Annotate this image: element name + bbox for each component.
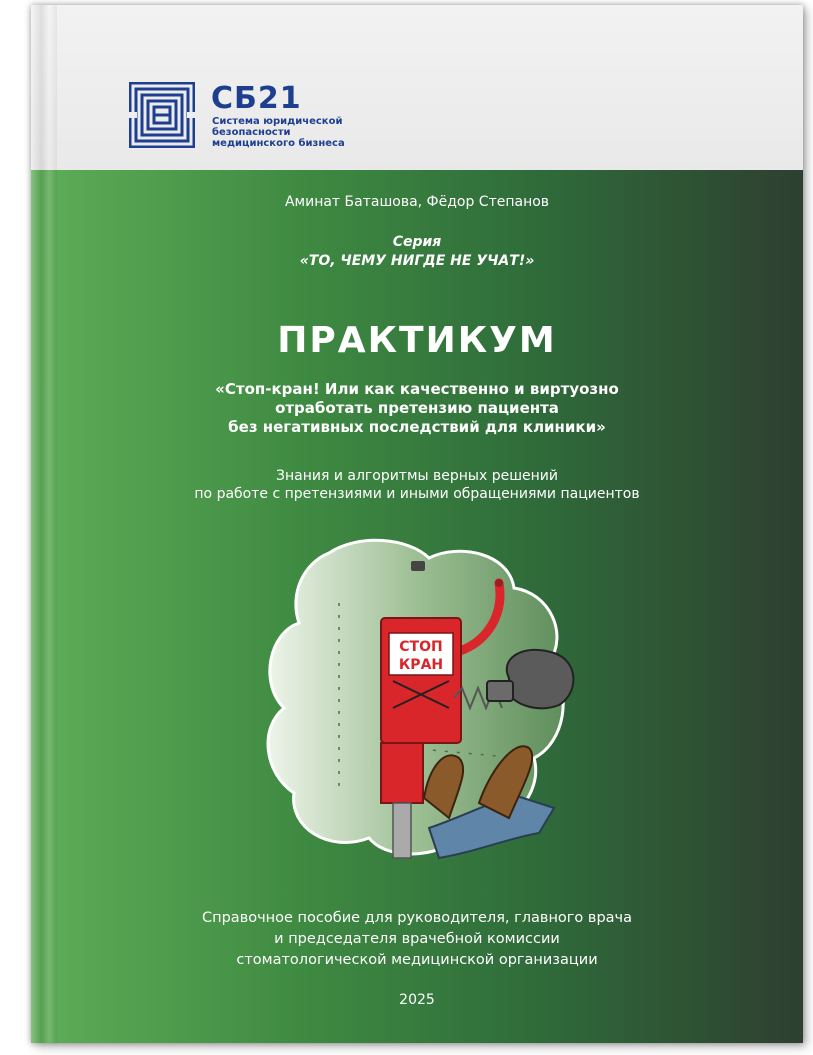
logo-subtitle-line: безопасности (212, 127, 291, 138)
audience-line: стоматологической медицинской организации (236, 952, 598, 968)
publication-year: 2025 (399, 992, 435, 1008)
description-line: по работе с претензиями и иными обращениями пациентов (194, 486, 640, 502)
sign-line-2: КРАН (398, 657, 444, 673)
cover-spine (31, 5, 57, 1043)
audience (31, 908, 803, 971)
sign-line-1: СТОП (399, 639, 443, 655)
stop-crane-illustration (259, 533, 579, 873)
logo-subtitle (212, 116, 372, 149)
subtitle (31, 380, 803, 437)
description (31, 467, 803, 503)
book-cover (31, 5, 803, 1043)
description-line: Знания и алгоритмы верных решений (275, 468, 558, 484)
subtitle-line: отработать претензию пациента (275, 399, 559, 417)
wall-bolt (411, 561, 425, 571)
sb21-logo-icon (129, 82, 195, 148)
subtitle-line: «Стоп-кран! Или как качественно и виртуозно (215, 380, 619, 398)
boxing-glove (507, 650, 574, 708)
series-title: «ТО, ЧЕМУ НИГДЕ НЕ УЧАТ!» (299, 253, 535, 269)
crane-pole (393, 803, 411, 858)
logo-subtitle-line: Система юридической (212, 116, 343, 127)
audience-line: Справочное пособие для руководителя, главного врача (202, 910, 632, 926)
subtitle-line: без негативных последствий для клиники» (228, 418, 606, 436)
authors: Аминат Баташова, Фёдор Степанов (284, 194, 550, 210)
logo-subtitle-line: медицинского бизнеса (212, 138, 345, 149)
logo-title: СБ21 (211, 81, 302, 116)
audience-line: и председателя врачебной комиссии (274, 931, 560, 947)
series-label: Серия (392, 234, 442, 250)
main-title: ПРАКТИКУМ (277, 320, 557, 361)
